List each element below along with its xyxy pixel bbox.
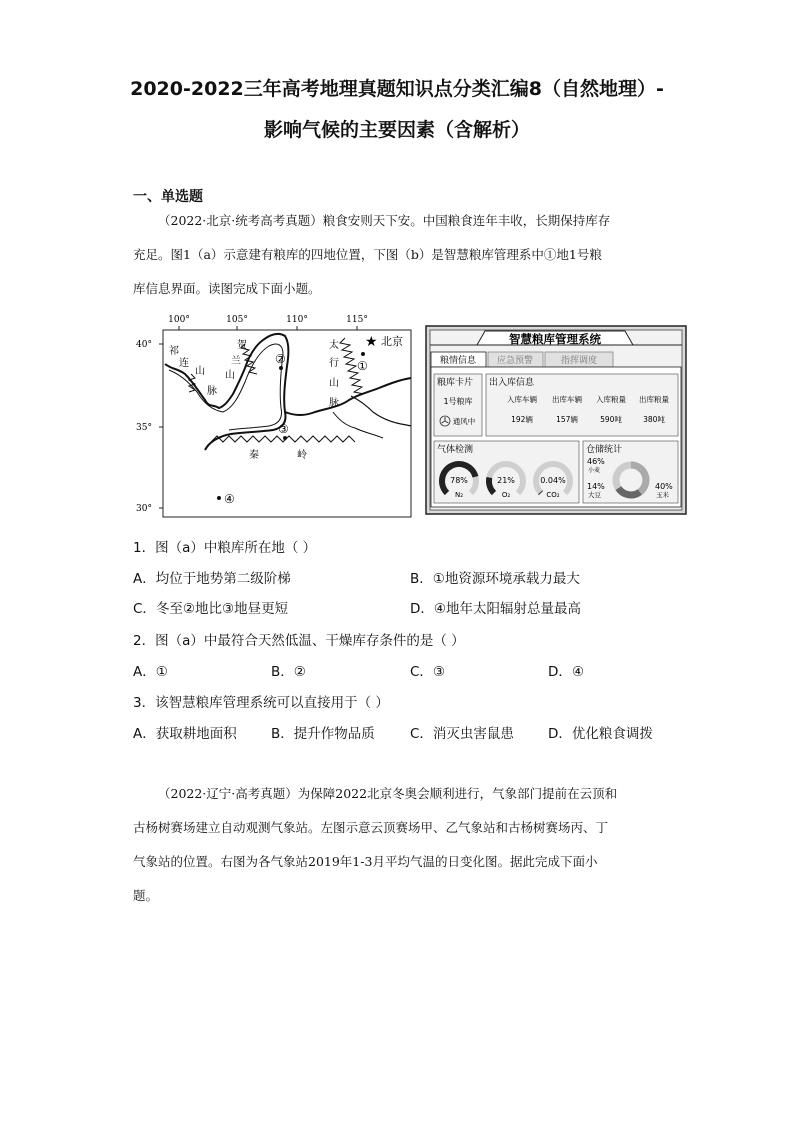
question-3-option-b[interactable]: B．提升作物品质 bbox=[271, 726, 375, 742]
question-2-option-a[interactable]: A．① bbox=[133, 664, 168, 680]
point-2-label: ② bbox=[275, 352, 286, 366]
storage-corn-pct: 40% bbox=[655, 482, 673, 491]
storage-title: 仓储统计 bbox=[586, 445, 623, 455]
page-title-line2: 影响气候的主要因素（含解析） bbox=[263, 119, 530, 141]
question-2-option-c[interactable]: C．③ bbox=[410, 664, 446, 680]
card-title: 粮库卡片 bbox=[437, 378, 474, 388]
io-value-in-vehicles: 192辆 bbox=[511, 415, 533, 424]
io-header-in-grain: 入库粮量 bbox=[596, 395, 626, 404]
question-2-stem: 2．图（a）中最符合天然低温、干燥库存条件的是（ ） bbox=[133, 633, 465, 649]
question-3-option-a[interactable]: A．获取耕地面积 bbox=[133, 726, 237, 742]
io-header-out-vehicles: 出库车辆 bbox=[552, 395, 582, 404]
lat-label-35: 35° bbox=[136, 423, 152, 433]
point-3-marker bbox=[283, 436, 287, 440]
io-value-out-vehicles: 157辆 bbox=[556, 415, 578, 424]
page-title-line1: 2020-2022三年高考地理真题知识点分类汇编8（自然地理）- bbox=[130, 78, 664, 100]
io-value-in-grain: 590吨 bbox=[600, 415, 622, 424]
passage-1-line1: （2022·北京·统考高考真题）粮食安则天下安。中国粮食连年丰收，长期保持库存 bbox=[158, 213, 611, 228]
label-taihang-shan: 山 bbox=[329, 378, 339, 389]
point-1-marker bbox=[361, 352, 365, 356]
label-mai: 脉 bbox=[207, 386, 217, 397]
gauge-co2-value: 0.04% bbox=[540, 476, 566, 485]
tab-dispatch-label: 指挥调度 bbox=[560, 356, 598, 366]
point-1-label: ① bbox=[357, 359, 368, 373]
beijing-star-icon: ★ bbox=[365, 334, 378, 350]
passage-1-line3: 库信息界面。读图完成下面小题。 bbox=[133, 281, 321, 296]
tab-grain-info-label: 粮情信息 bbox=[439, 356, 477, 366]
io-header-in-vehicles: 入库车辆 bbox=[507, 395, 537, 404]
card-status: 通风中 bbox=[452, 417, 476, 426]
question-2-option-b[interactable]: B．② bbox=[271, 664, 306, 680]
question-3-option-c[interactable]: C．消灭虫害鼠患 bbox=[410, 726, 514, 742]
label-he: 贺 bbox=[237, 340, 247, 351]
storage-soy-label: 大豆 bbox=[588, 491, 601, 499]
lon-label-115: 115° bbox=[346, 315, 368, 325]
beijing-label: 北京 bbox=[381, 335, 403, 348]
question-2-option-d[interactable]: D．④ bbox=[548, 664, 584, 680]
label-ling: 岭 bbox=[297, 450, 307, 461]
point-2-marker bbox=[279, 366, 283, 370]
label-helan-shan: 山 bbox=[225, 370, 235, 381]
passage-1-source: （2022·北京·统考高考真题） bbox=[158, 213, 323, 228]
label-qi: 祁 bbox=[169, 346, 179, 357]
lon-label-110: 110° bbox=[286, 315, 308, 325]
tab-emergency-label: 应急预警 bbox=[496, 356, 534, 366]
label-shan: 山 bbox=[195, 366, 205, 377]
system-title: 智慧粮库管理系统 bbox=[509, 332, 601, 346]
point-3-label: ③ bbox=[278, 422, 289, 436]
qinling-ridge bbox=[211, 436, 355, 442]
gauge-n2-value: 78% bbox=[450, 476, 468, 485]
granary-system-panel bbox=[425, 325, 687, 515]
gauge-o2-label: O₂ bbox=[501, 491, 511, 499]
label-lian: 连 bbox=[179, 358, 189, 369]
lon-label-105: 105° bbox=[226, 315, 248, 325]
storage-wheat-pct: 46% bbox=[587, 457, 605, 466]
question-3-option-d[interactable]: D．优化粮食调拨 bbox=[548, 726, 653, 742]
gauge-co2-fill bbox=[540, 492, 541, 493]
label-tai: 太 bbox=[329, 340, 339, 351]
passage-2-line3: 气象站的位置。右图为各气象站2019年1-3月平均气温的日变化图。据此完成下面小 bbox=[133, 854, 598, 869]
point-4-label: ④ bbox=[224, 492, 235, 506]
label-qin: 秦 bbox=[249, 450, 259, 461]
gauge-co2-label: CO₂ bbox=[546, 491, 560, 499]
question-1-option-a[interactable]: A．均位于地势第二级阶梯 bbox=[133, 571, 291, 587]
question-1-option-c[interactable]: C．冬至②地比③地昼更短 bbox=[133, 601, 289, 617]
question-3-stem: 3．该智慧粮库管理系统可以直接用于（ ） bbox=[133, 695, 389, 711]
io-value-out-grain: 380吨 bbox=[643, 415, 665, 424]
card-name: 1号粮库 bbox=[443, 397, 473, 406]
question-1-option-d[interactable]: D．④地年太阳辐射总量最高 bbox=[410, 601, 581, 617]
lon-label-100: 100° bbox=[168, 315, 190, 325]
passage-2-line4: 题。 bbox=[133, 888, 159, 903]
passage-2-line2: 古杨树赛场建立自动观测气象站。左图示意云顶赛场甲、乙气象站和古杨树赛场丙、丁 bbox=[133, 820, 609, 835]
label-taihang-mai: 脉 bbox=[329, 398, 339, 409]
storage-corn-label: 玉米 bbox=[656, 491, 669, 499]
label-hang: 行 bbox=[329, 358, 339, 369]
lat-label-40: 40° bbox=[136, 340, 152, 350]
label-lan: 兰 bbox=[231, 356, 241, 367]
question-1-option-b[interactable]: B．①地资源环境承载力最大 bbox=[410, 571, 580, 587]
lat-label-30: 30° bbox=[136, 504, 152, 514]
section-heading: 一、单选题 bbox=[133, 189, 203, 205]
passage-2-line1: （2022·辽宁·高考真题）为保障2022北京冬奥会顺利进行，气象部门提前在云顶和 bbox=[158, 786, 618, 801]
location-map bbox=[133, 308, 415, 520]
storage-wheat-label: 小麦 bbox=[588, 467, 601, 474]
question-1-stem: 1．图（a）中粮库所在地（ ） bbox=[133, 540, 317, 556]
io-header-out-grain: 出库粮量 bbox=[639, 395, 669, 404]
gauge-n2-label: N₂ bbox=[454, 491, 464, 499]
io-title: 出入库信息 bbox=[489, 378, 535, 388]
passage-2-source: （2022·辽宁·高考真题） bbox=[158, 786, 298, 801]
gas-title: 气体检测 bbox=[437, 445, 474, 455]
gauge-o2-value: 21% bbox=[497, 476, 515, 485]
storage-soy-pct: 14% bbox=[587, 482, 605, 491]
passage-2 bbox=[133, 777, 663, 913]
passage-1-line2: 充足。图1（a）示意建有粮库的四地位置，下图（b）是智慧粮库管理系中①地1号粮 bbox=[133, 247, 602, 262]
point-4-marker bbox=[217, 496, 221, 500]
passage-1 bbox=[133, 204, 663, 306]
